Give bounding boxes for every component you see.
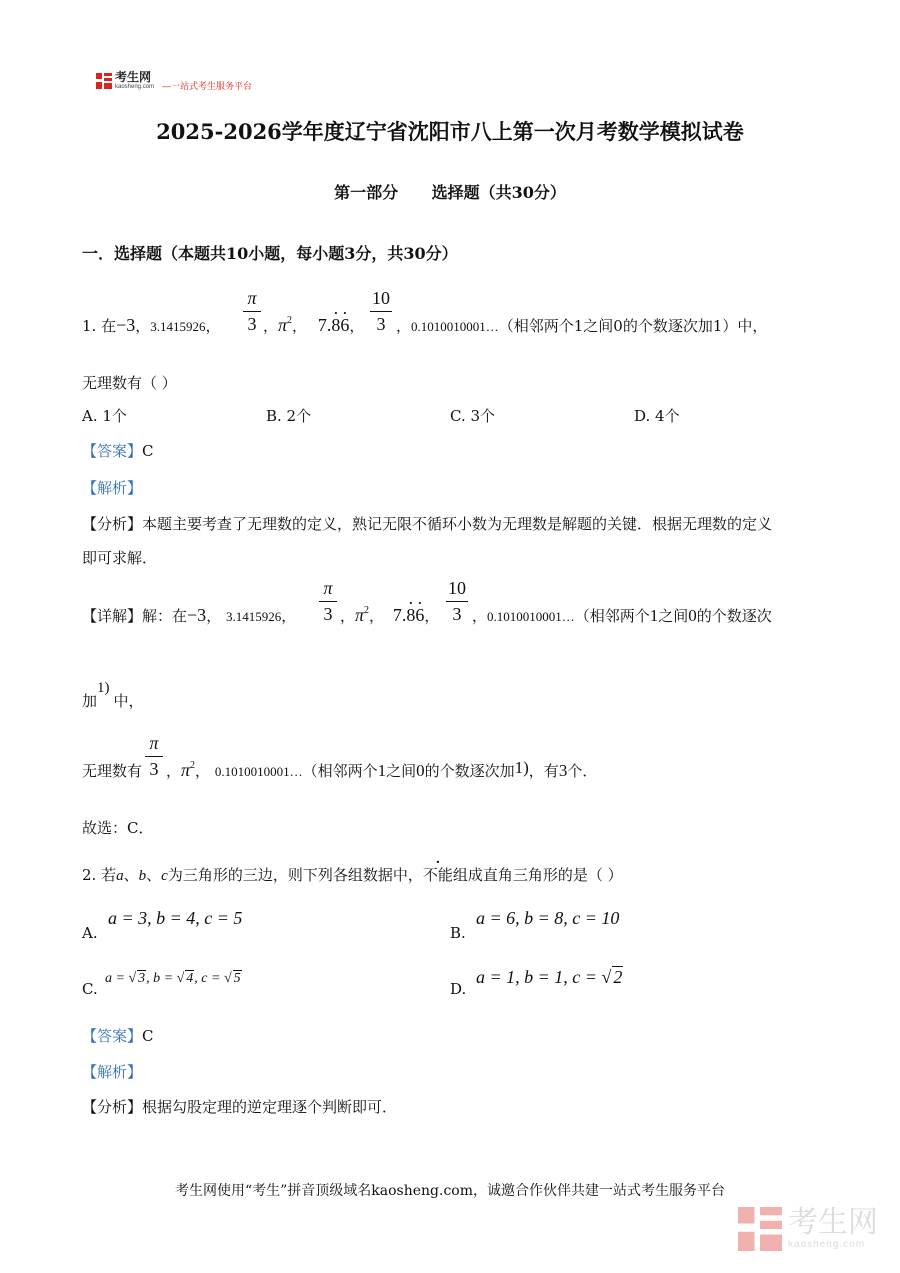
q1-pi: π: [278, 315, 288, 335]
q1-irrational-paren: 1): [514, 758, 529, 777]
q1-repeating-decimal: 7.· 8· 6: [318, 315, 350, 335]
q1-frac-pi-3: π 3: [243, 288, 261, 334]
q1-pi-approx: 3.1415926: [150, 319, 206, 334]
q1-pi-square: 2: [287, 315, 293, 326]
q1-irrational-between: 之间: [386, 762, 417, 780]
q1-irrational-lead: 无理数有: [82, 762, 143, 780]
q1-choose: 故选：C．: [82, 819, 154, 837]
watermark-name: 考生网: [788, 1206, 878, 1239]
q2-lead: 若: [101, 866, 117, 884]
q1-detail-one: 1: [649, 606, 659, 625]
q1-option-b[interactable]: B. 2个: [266, 407, 312, 425]
q1-detail-pi-square: 2: [364, 605, 370, 616]
q2-answer-tag: 【答案】: [82, 1027, 143, 1045]
q2-text: 为三角形的三边，则下列各组数据中，: [167, 866, 423, 884]
q1-answer: C: [142, 442, 154, 460]
q1-detail-tail: （相邻两个: [574, 607, 650, 625]
logo-name: 考生网: [115, 70, 152, 84]
q2-analysis-tag: 【解析】: [82, 1063, 143, 1081]
q1-answer-tag: 【答案】: [82, 442, 143, 460]
q1-option-c[interactable]: C. 3个: [450, 407, 496, 425]
q1-detail-tail-end: 的个数逐次: [696, 607, 772, 625]
part-title: 第一部分 选择题（共30分）: [334, 183, 566, 202]
q1-detail-lead: 解：在: [142, 607, 188, 625]
page-footer: 考生网使用“考生”拼音顶级域名kaosheng.com，诚邀合作伙伴共建一站式考生服务平台: [174, 1183, 726, 1199]
q1-irrational-pi: π: [181, 760, 191, 780]
q1-irrational-nonrepeating: 0.1010010001…: [214, 764, 303, 779]
q2-number: 2.: [82, 866, 97, 884]
q1-detail-neg-three: −3: [187, 605, 207, 625]
logo-domain: kaosheng.com: [115, 84, 155, 90]
q1-irrational-ge: 个．: [567, 762, 598, 780]
kaosheng-logo-icon: [96, 73, 112, 89]
page-title: 2025-2026学年度辽宁省沈阳市八上第一次月考数学模拟试卷: [156, 119, 744, 144]
q1-detail-pi: π: [355, 605, 365, 625]
q1-irrational-result: ，有: [528, 762, 559, 780]
section-title: 一．选择题（本题共10小题，每小题3分，共30分）: [82, 244, 458, 263]
q1-irrational-frac-pi-3: π 3: [145, 733, 163, 779]
q2-fenxi-tag: 【分析】: [82, 1098, 143, 1116]
q1-detail-repeating-decimal: 7.· 8· 6: [393, 605, 425, 625]
q2-text-end: 组成直角三角形的是（ ）: [452, 866, 623, 884]
q1-fenxi-1: 本题主要考查了无理数的定义，熟记无限不循环小数为无理数是解题的关键．根据无理数的定义: [142, 515, 773, 533]
q1-analysis-tag: 【解析】: [82, 479, 143, 497]
kaosheng-watermark: [738, 1207, 878, 1251]
q1-line2: 无理数有（ ）: [82, 374, 177, 392]
q2-fenxi: 根据勾股定理的逆定理逐个判断即可．: [142, 1098, 398, 1116]
q1-neg-three: −3: [116, 315, 136, 335]
q1-irrational-one: 1: [377, 761, 387, 780]
q1-fenxi-2: 即可求解．: [82, 549, 158, 567]
q1-tail: （相邻两个1之间0的个数逐次加1）中，: [498, 317, 768, 335]
q1-detail-between: 之间: [658, 607, 689, 625]
watermark-domain: kaosheng.com: [788, 1239, 866, 1250]
q1-detail-tag: 【详解】: [82, 607, 143, 625]
q2-var-c: c: [161, 868, 168, 884]
watermark-logo-icon: [738, 1207, 782, 1251]
q1-detail-nonrepeating: 0.1010010001…: [487, 609, 575, 624]
q2-var-a: a: [116, 868, 124, 884]
header-slogan: 一站式考生服务平台: [171, 81, 253, 91]
q1-lead: 在: [101, 317, 117, 335]
q1-option-d[interactable]: D. 4个: [634, 407, 680, 425]
q1-irrational-count-text: 的个数逐次加: [424, 762, 515, 780]
q1-irrational-three: 3: [558, 761, 568, 780]
q2-emphasis: 不能: [422, 866, 453, 884]
q1-fenxi-tag: 【分析】: [82, 515, 143, 533]
q1-option-a[interactable]: A. 1个: [82, 407, 127, 425]
q1-irrational-zero: 0: [416, 761, 425, 780]
q1-irrational-mid: （相邻两个: [302, 762, 378, 780]
q1-detail-pi-approx: 3.1415926: [225, 609, 282, 624]
q1-detail-frac-10-3: 10 3: [448, 578, 466, 624]
q1-detail-continuation: 加1)中，: [82, 680, 144, 710]
q1-irrational-pi-square: 2: [190, 760, 196, 771]
q2-var-b: b: [138, 868, 147, 884]
q1-detail-frac-pi-3: π 3: [319, 578, 337, 624]
q1-number: 1.: [82, 317, 97, 335]
q1-detail-zero: 0: [688, 606, 697, 625]
q1-nonrepeating: 0.1010010001…: [411, 319, 499, 334]
q2-answer: C: [142, 1027, 154, 1045]
q1-frac-10-3: 10 3: [372, 288, 390, 334]
